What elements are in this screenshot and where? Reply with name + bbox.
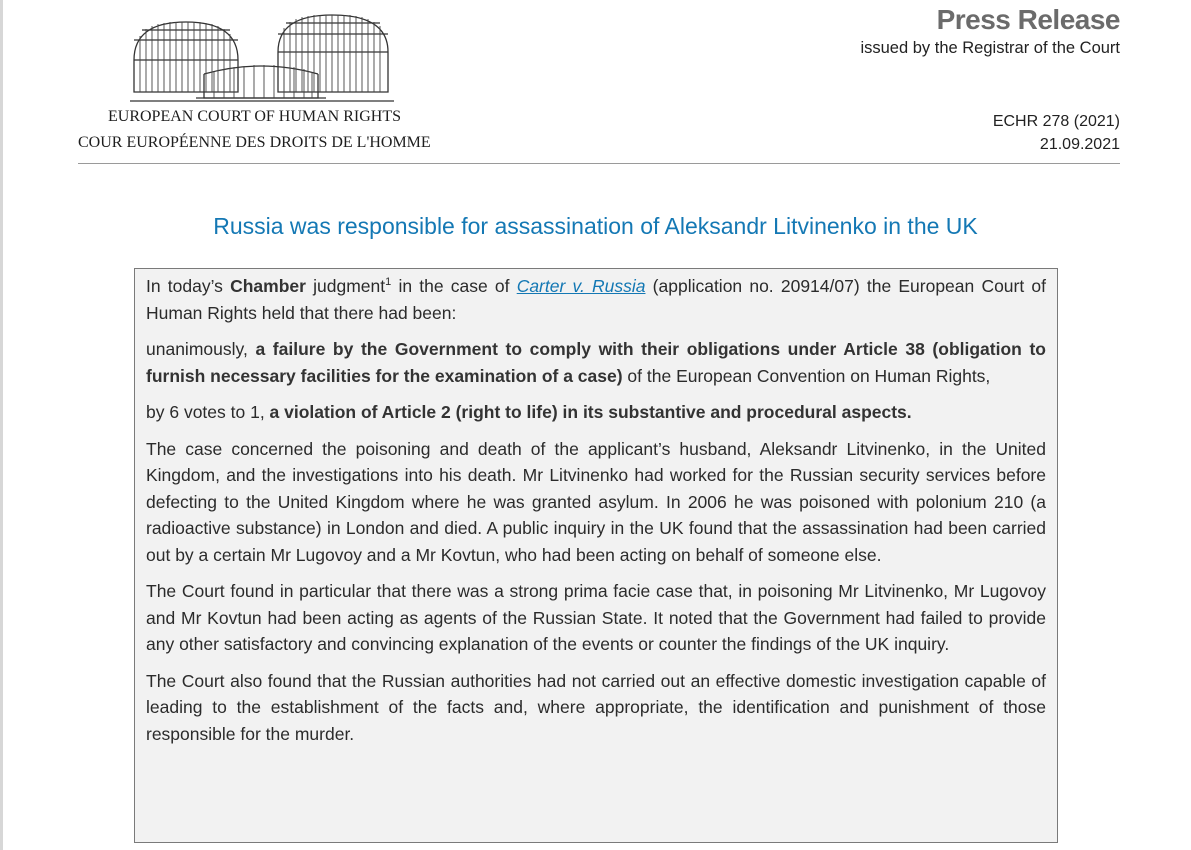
footnote-marker[interactable]: 1 [385,276,392,289]
release-date: 21.09.2021 [1039,136,1120,153]
chamber-label: Chamber [230,276,306,296]
reference-number: ECHR 278 (2021) [992,113,1120,130]
issuer-line: issued by the Registrar of the Court [860,39,1120,57]
summary-paragraph-article2: by 6 votes to 1, a violation of Article 2 (right to life) in its substantive and procedural aspects. [146,402,912,422]
summary-paragraph-findings: The Court found in particular that there was a strong prima facie case that, in poisoning Mr Litvinenko, Mr Lugovoy and Mr Kovtun had been acting as agents of the Russian State. It noted that the Government had failed to provide any other satisfactory and convincing explanation of the events or counter the findings of the UK inquiry. [146,581,1046,654]
summary-paragraph-intro: In today’s Chamber judgment$^1$ in the case of Carter v. Russia (application no. 20914/07) the European Court of Human Rights held that there had been: [146,276,1047,323]
summary-paragraph-investigation: The Court also found that the Russian authorities had not carried out an effective domestic investigation capable of leading to the establishment of the facts and, where appropriate, the identification and punishment of those responsible for the murder. [146,670,1046,744]
court-building-icon [126,12,398,104]
headline: Russia was responsible for assassination of Aleksandr Litvinenko in the UK [213,213,978,239]
summary-box [134,268,1058,843]
summary-paragraph-facts: The case concerned the poisoning and death of the applicant’s husband, Aleksandr Litvinenko, in the United Kingdom, and the investigations into his death. Mr Litvinenko had worked for the Russian security services before defecting to the United Kingdom where he was granted asylum. In 2006 he was poisoned with polonium 210 (a radioactive substance) in London and died. A public inquiry in the UK found that the assassination had been carried out by a certain Mr Lugovoy and a Mr Kovtun, who had been acting on behalf of someone else. [146,438,1046,565]
page-edge [0,0,3,850]
header-divider [78,163,1120,164]
case-link[interactable]: Carter v. Russia [516,276,646,296]
summary-paragraph-article38: unanimously, a failure by the Government to comply with their obligations under Article 38 (obligation to furnish necessary facilities for the examination of a case) of the European Convention on Human Rights, [146,339,1046,386]
court-name-en: EUROPEAN COURT OF HUMAN RIGHTS [108,108,401,125]
press-release-title: Press Release [936,4,1120,35]
court-name-fr: COUR EUROPÉENNE DES DROITS DE L'HOMME [78,134,431,151]
